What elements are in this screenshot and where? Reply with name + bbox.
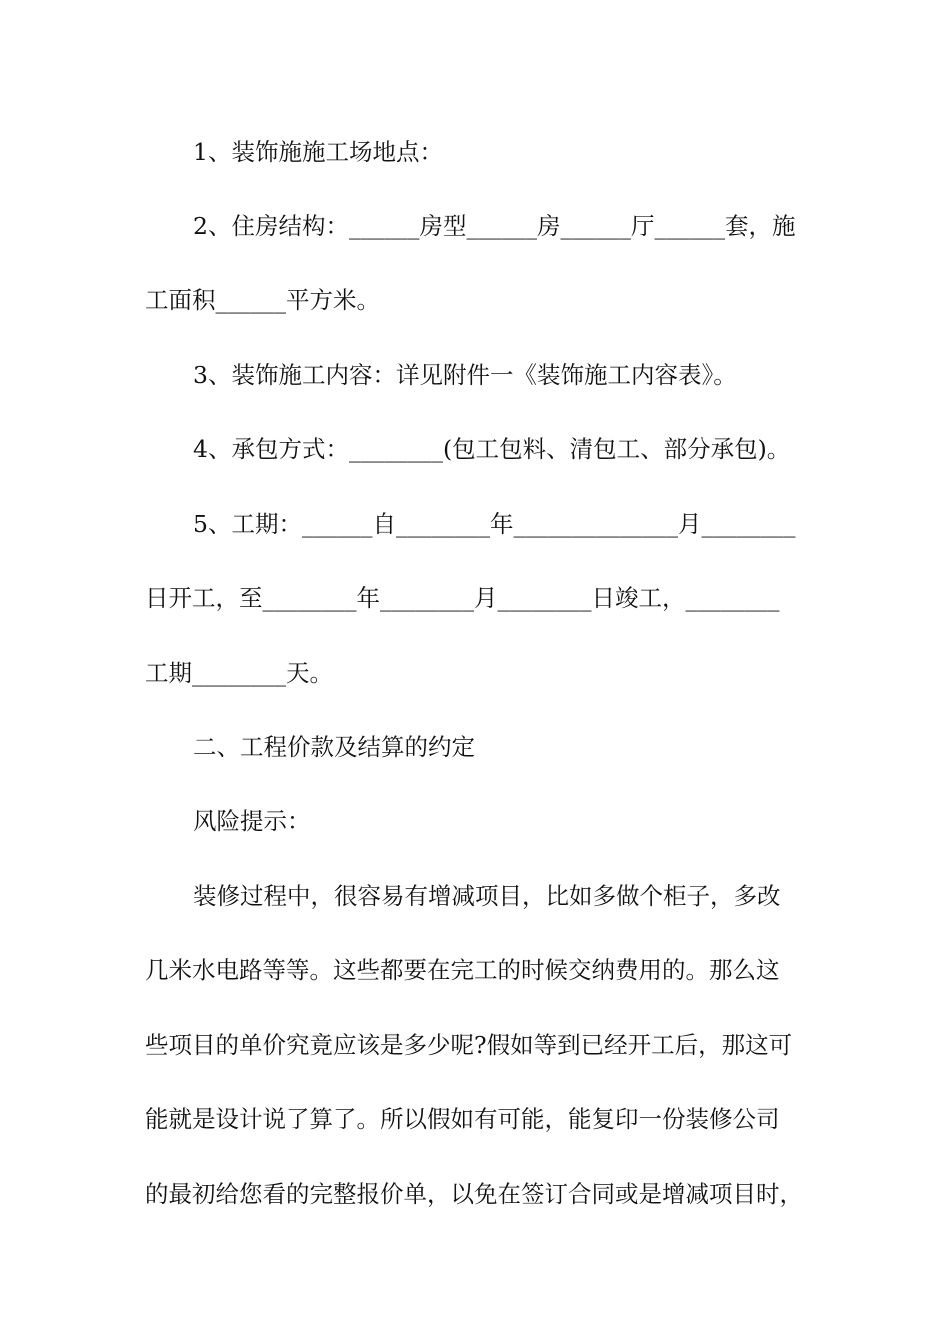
clause-4-contract-method: 4、承包方式：________(包工包料、清包工、部分承包)。 [193,435,791,463]
risk-paragraph-line: 些项目的单价究竟应该是多少呢?假如等到已经开工后，那这可 [145,1031,793,1059]
clause-3-construction-content: 3、装饰施工内容：详见附件一《装饰施工内容表》。 [193,361,737,389]
risk-notice-label: 风险提示： [193,807,311,835]
risk-paragraph-line: 装修过程中，很容易有增减项目，比如多做个柜子，多改 [193,882,781,910]
section-heading-price-settlement: 二、工程价款及结算的约定 [193,733,475,761]
risk-paragraph-line: 能就是设计说了算了。所以假如有可能，能复印一份装修公司 [145,1105,780,1133]
risk-paragraph-line: 几米水电路等等。这些都要在完工的时候交纳费用的。那么这 [145,956,780,984]
clause-5-schedule-dates: 日开工，至________年________月________日竣工，________ [145,584,780,612]
clause-5-schedule-days: 工期________天。 [145,659,333,687]
clause-1-site-location: 1、装饰施施工场地点： [193,138,443,166]
clause-2-housing-structure: 2、住房结构：______房型______房______厅______套，施 [193,212,796,240]
clause-2-construction-area: 工面积______平方米。 [145,286,380,314]
risk-paragraph-line: 的最初给您看的完整报价单，以免在签订合同或是增减项目时， [145,1180,803,1208]
clause-5-schedule: 5、工期：______自________年______________月________ [193,510,796,538]
